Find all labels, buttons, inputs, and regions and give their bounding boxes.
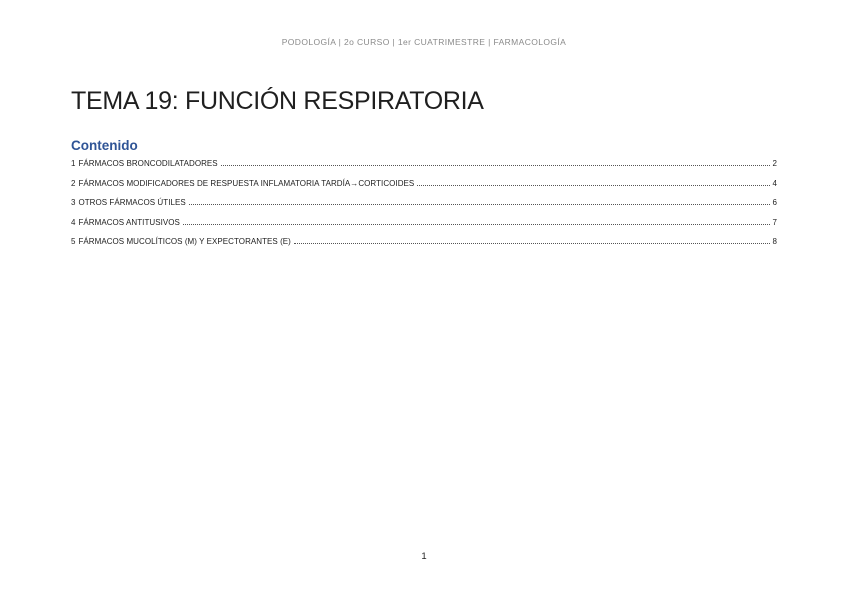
toc-entry-number: 1	[71, 159, 76, 168]
toc-heading: Contenido	[71, 138, 138, 153]
page-header: PODOLOGÍA | 2o CURSO | 1er CUATRIMESTRE | FARMACOLOGÍA	[281, 37, 567, 47]
toc-entry-title: FÁRMACOS MODIFICADORES DE RESPUESTA INFLAMATORIA TARDÍA→CORTICOIDES	[78, 178, 415, 188]
toc-entry-page: 4	[772, 178, 777, 188]
toc-entry-otros-farmacos[interactable]	[71, 198, 777, 218]
toc-entry-title: OTROS FÁRMACOS ÚTILES	[78, 198, 186, 208]
toc-entry-number: 5	[71, 237, 76, 247]
toc-entry-title: FÁRMACOS ANTITUSIVOS	[78, 217, 180, 227]
toc-dot-leader	[221, 164, 770, 166]
toc-entry-title: FÁRMACOS BRONCODILATADORES	[78, 159, 218, 168]
toc-dot-leader	[183, 223, 770, 225]
page-number: 1	[421, 551, 427, 562]
toc-entry-page: 7	[772, 217, 777, 227]
toc-dot-leader	[294, 242, 770, 244]
toc-entry-antitusivos[interactable]	[71, 218, 777, 238]
toc-entry-page: 2	[772, 159, 777, 168]
toc-dot-leader	[189, 203, 770, 205]
toc-entry-page: 8	[772, 237, 777, 247]
toc-dot-leader	[417, 184, 770, 186]
toc-entry-number: 2	[71, 178, 76, 188]
toc-entry-corticoides[interactable]	[71, 179, 777, 199]
toc-entry-page: 6	[772, 198, 777, 208]
table-of-contents	[71, 159, 777, 257]
toc-entry-number: 4	[71, 217, 76, 227]
document-title: TEMA 19: FUNCIÓN RESPIRATORIA	[71, 87, 484, 115]
toc-entry-number: 3	[71, 198, 76, 208]
toc-entry-mucoliticos[interactable]	[71, 237, 777, 257]
toc-entry-title: FÁRMACOS MUCOLÍTICOS (M) Y EXPECTORANTES (E)	[78, 237, 291, 247]
toc-entry-broncodilatadores[interactable]	[71, 159, 777, 179]
